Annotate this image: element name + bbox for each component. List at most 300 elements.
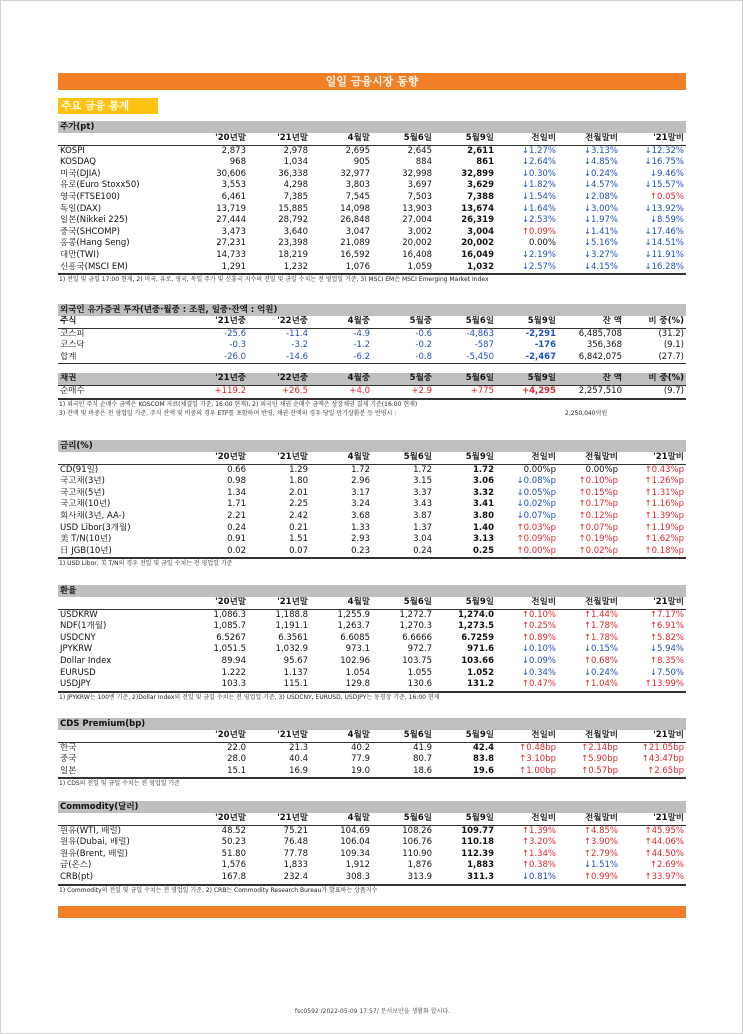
table-cell: ↑0.19%p (578, 534, 618, 545)
row-label: EURUSD (60, 667, 96, 678)
table-cell: -11.4 (286, 328, 308, 339)
table-cell: 3.32 (473, 487, 494, 498)
column-header: 5월6일 (434, 373, 496, 385)
column-header: 5월9일 (434, 730, 496, 742)
table-cell: 30,606 (216, 168, 246, 179)
table-cell: 1.29 (289, 464, 308, 475)
table-cell: 7,545 (345, 191, 370, 202)
table-cell: ↓0.05%p (516, 487, 556, 498)
table-cell: 2,257,510 (558, 385, 624, 398)
row-label: USDCNY (60, 632, 96, 643)
column-header: 4월말 (310, 133, 372, 145)
table-cell: 18,219 (278, 249, 308, 260)
table-cell: +4,295 (496, 385, 558, 398)
row-label: 국고채(5년) (60, 487, 105, 498)
table-cell: 22.0 (227, 742, 246, 753)
table-cell: 1,876 (407, 860, 432, 871)
table-cell: 77.78 (283, 848, 308, 859)
table-cell: +119.2 (186, 385, 248, 398)
table-cell: ↑1.39%p (644, 510, 684, 521)
table-row (58, 825, 686, 837)
table-cell: 108.26 (402, 825, 432, 836)
table-row (58, 476, 686, 488)
table-row (58, 180, 686, 192)
table-cell: 50.23 (221, 837, 246, 848)
table-cell: 3.06 (473, 476, 494, 487)
foreign-note-2-value: 2,250,040억원 (565, 409, 608, 417)
table-cell: 1,034 (283, 157, 308, 168)
table-cell: 110.18 (461, 837, 494, 848)
table-cell: 1,255.9 (337, 609, 370, 620)
table-row (58, 644, 686, 656)
column-header: 4월중 (310, 316, 372, 328)
commodity-section (58, 801, 686, 895)
table-row (58, 157, 686, 169)
table-cell: 1,272.7 (399, 609, 432, 620)
table-cell: ↓2.19% (521, 249, 556, 260)
column-header: 주식 (58, 316, 186, 328)
table-cell: ↓16.75% (644, 157, 684, 168)
table-cell: 2,611 (467, 145, 494, 156)
table-cell: (9.1) (663, 340, 684, 351)
table-cell: 115.1 (248, 679, 310, 691)
table-cell: 102.96 (340, 655, 370, 666)
table-cell: -587 (474, 340, 494, 351)
column-header (58, 597, 186, 609)
cds-section (58, 718, 686, 788)
table-cell: 0.24 (372, 546, 434, 558)
table-cell: 3.13 (473, 534, 494, 545)
row-label: 원유(Dubai, 배럴) (60, 837, 130, 848)
table-cell: 2,873 (221, 145, 246, 156)
table-cell: 308.3 (310, 872, 372, 884)
table-cell: -2,291 (525, 328, 556, 339)
foreign-stock-table (58, 316, 686, 364)
table-cell: ↑0.38% (521, 860, 556, 871)
table-row (58, 385, 686, 398)
table-cell: ↓12.32% (644, 145, 684, 156)
table-cell: 48.52 (221, 825, 246, 836)
table-cell: -0.3 (229, 340, 246, 351)
table-cell: 131.2 (434, 679, 496, 691)
column-header: 5월중 (372, 373, 434, 385)
table-cell: 21.3 (289, 742, 308, 753)
table-cell: 103.75 (402, 655, 432, 666)
table-cell: ↓4.15% (558, 262, 620, 274)
rates-section (58, 440, 686, 568)
table-cell: 110.90 (402, 848, 432, 859)
table-row (58, 464, 686, 476)
table-cell: 27,444 (216, 215, 246, 226)
header-row (58, 133, 686, 145)
table-cell: ↑4.85% (583, 825, 618, 836)
table-row (58, 754, 686, 766)
table-cell: ↓14.51% (644, 238, 684, 249)
row-label: KOSDAQ (60, 157, 96, 168)
table-row (58, 837, 686, 849)
table-cell: 76.48 (283, 837, 308, 848)
table-row (58, 679, 686, 691)
cds-table (58, 730, 686, 778)
column-header: 전월말비 (558, 133, 620, 145)
table-cell: ↓0.15% (583, 644, 618, 655)
column-header (58, 813, 186, 825)
table-cell: ↓5.16% (583, 238, 618, 249)
table-row (58, 488, 686, 500)
table-cell: 6,461 (221, 191, 246, 202)
table-cell: 1.055 (407, 667, 432, 678)
table-cell: ↓0.81% (496, 872, 558, 884)
column-header: '21년말 (248, 597, 310, 609)
commodity-heading: Commodity(달러) (58, 801, 686, 813)
table-cell: 0.24 (227, 522, 246, 533)
row-label: 일본(Nikkei 225) (60, 215, 128, 226)
table-cell: ↓2.08% (583, 191, 618, 202)
row-label: 중국 (60, 754, 77, 765)
column-header: '21말비 (620, 133, 686, 145)
column-header: 전일비 (496, 730, 558, 742)
table-cell: ↓0.08%p (516, 476, 556, 487)
table-cell: 16,408 (402, 249, 432, 260)
table-cell: 1,273.5 (457, 621, 494, 632)
table-cell: 2.42 (289, 510, 308, 521)
table-cell: ↑0.05% (649, 191, 684, 202)
fx-heading: 환율 (58, 585, 686, 597)
table-cell: ↓15.57% (644, 180, 684, 191)
table-cell: ↓0.34% (521, 667, 556, 678)
table-cell: 2.96 (351, 476, 370, 487)
table-cell: -0.2 (415, 340, 432, 351)
table-cell: 16,592 (340, 249, 370, 260)
table-cell: 884 (415, 157, 432, 168)
table-cell: 1,191.1 (275, 621, 308, 632)
table-cell: ↓3.27% (583, 249, 618, 260)
table-cell: ↑3.20% (521, 837, 556, 848)
table-cell: 42.4 (473, 742, 494, 753)
column-header: '21년말 (248, 452, 310, 464)
table-cell: 3.15 (413, 476, 432, 487)
row-label: 코스피 (60, 328, 85, 339)
table-cell: 1,085.7 (213, 621, 246, 632)
table-cell: 7,388 (467, 191, 494, 202)
table-row (58, 523, 686, 535)
table-cell: 0.07 (248, 546, 310, 558)
table-row (58, 192, 686, 204)
table-cell: 80.7 (413, 754, 432, 765)
table-cell: ↑8.35% (649, 655, 684, 666)
table-cell: ↑0.10% (521, 609, 556, 620)
table-cell: 3,629 (467, 180, 494, 191)
table-cell: 109.34 (340, 848, 370, 859)
table-cell: ↑0.10%p (578, 476, 618, 487)
table-cell: ↓1.51% (583, 860, 618, 871)
table-cell: 19.0 (310, 766, 372, 778)
table-cell: 1,032.9 (275, 644, 308, 655)
column-header: 전월말비 (558, 813, 620, 825)
table-cell: ↑2.79% (583, 848, 618, 859)
table-cell: ↑0.09% (521, 226, 556, 237)
foreign-note-2-text: 3) 잔액 및 비중은 전 영업일 기준, 주식 잔액 및 비중의 경우 ETF를 포함하며 반영, 채권 잔액의 경우 당일 만기상환분 등 반영시 : (59, 409, 397, 417)
table-cell: -5,450 (434, 352, 496, 364)
table-cell: 313.9 (372, 872, 434, 884)
table-cell: ↑0.17%p (578, 499, 618, 510)
table-cell: ↑3.90% (583, 837, 618, 848)
table-cell: 1,883 (467, 860, 494, 871)
table-cell: 1.40 (473, 522, 494, 533)
column-header: 5월6일 (372, 452, 434, 464)
table-cell: 1.222 (221, 667, 246, 678)
table-cell: ↓1.97% (583, 215, 618, 226)
table-cell: ↑33.97% (620, 872, 686, 884)
table-cell: -3.2 (291, 340, 308, 351)
table-cell: 3,553 (221, 180, 246, 191)
table-cell: ↓17.46% (644, 226, 684, 237)
row-label: 합계 (58, 352, 186, 364)
table-cell: -0.8 (372, 352, 434, 364)
table-row (58, 204, 686, 216)
table-cell: 6.5267 (216, 632, 246, 643)
table-cell: 13,719 (216, 203, 246, 214)
rates-table (58, 452, 686, 558)
table-cell: 3,640 (283, 226, 308, 237)
table-cell: -176 (534, 340, 556, 351)
table-cell: 1,576 (221, 860, 246, 871)
table-row (58, 340, 686, 352)
table-cell: ↑1.19%p (644, 522, 684, 533)
foreign-heading: 외국인 유가증권 투자(년중·월중 : 조원, 일중·잔액 : 억원) (58, 304, 686, 316)
column-header: 5월중 (372, 316, 434, 328)
table-row (58, 656, 686, 668)
column-header: 전월말비 (558, 597, 620, 609)
table-cell: 973.1 (345, 644, 370, 655)
table-cell: 2.93 (351, 534, 370, 545)
table-cell: ↑44.50% (644, 848, 684, 859)
table-cell: 6.3561 (278, 632, 308, 643)
table-cell: 971.6 (467, 644, 494, 655)
table-cell: -4,863 (466, 328, 494, 339)
table-cell: ↑1.00bp (496, 766, 558, 778)
header-row (58, 452, 686, 464)
column-header: 비 중(%) (624, 373, 686, 385)
table-cell: ↓1.41% (583, 226, 618, 237)
table-cell: 13,903 (402, 203, 432, 214)
row-label: CD(91일) (60, 464, 99, 475)
row-label: 日 JGB(10년) (58, 546, 186, 558)
table-cell: 972.7 (407, 644, 432, 655)
column-header: 전월말비 (558, 452, 620, 464)
cds-heading: CDS Premium(bp) (58, 718, 686, 730)
table-cell: 861 (476, 157, 494, 168)
row-label: KOSPI (60, 145, 85, 156)
table-cell: ↑1.78% (583, 621, 618, 632)
table-cell: 4,298 (283, 180, 308, 191)
stock-heading: 주가(pt) (58, 121, 686, 133)
header-row (58, 597, 686, 609)
column-header: '20년말 (186, 597, 248, 609)
column-header: '21년말 (248, 813, 310, 825)
table-cell: 14,733 (216, 249, 246, 260)
stock-section (58, 121, 686, 284)
table-cell: ↑0.18%p (620, 546, 686, 558)
fx-section (58, 585, 686, 702)
column-header: 5월6일 (372, 813, 434, 825)
table-cell: ↓1.54% (521, 191, 556, 202)
table-cell: 3.24 (351, 499, 370, 510)
table-cell: 1.71 (227, 499, 246, 510)
column-header: 4월말 (310, 452, 372, 464)
table-cell: ↑0.03%p (516, 522, 556, 533)
column-header: '21년중 (186, 373, 248, 385)
table-cell: -25.6 (224, 328, 246, 339)
table-cell: 2,978 (283, 145, 308, 156)
table-cell: ↓0.30% (521, 168, 556, 179)
row-label: 금(온스) (60, 860, 92, 871)
column-header: 전일비 (496, 133, 558, 145)
table-cell: 6.7259 (461, 632, 494, 643)
row-label: 회사채(3년, AA-) (60, 510, 126, 521)
table-cell: 13,674 (461, 203, 494, 214)
foreign-note-2 (58, 409, 686, 418)
table-cell: ↑1.34% (521, 848, 556, 859)
table-row (58, 546, 686, 558)
table-cell: 1.052 (467, 667, 494, 678)
table-cell: ↑0.43%p (644, 464, 684, 475)
table-cell: +775 (434, 385, 496, 398)
table-cell: 16,049 (461, 249, 494, 260)
table-cell: ↓0.10% (521, 644, 556, 655)
column-header (58, 730, 186, 742)
table-cell: +2.9 (372, 385, 434, 398)
column-header: '22년중 (248, 373, 310, 385)
table-cell: ↑0.89% (521, 632, 556, 643)
header-row (58, 316, 686, 328)
column-header: 전일비 (496, 813, 558, 825)
column-header: 잔 액 (558, 316, 624, 328)
table-row (58, 352, 686, 364)
table-cell: 2,695 (345, 145, 370, 156)
table-cell: 0.23 (310, 546, 372, 558)
table-cell: (27.7) (624, 352, 686, 364)
header-row (58, 730, 686, 742)
table-cell: ↓7.50% (649, 667, 684, 678)
row-label: 코스닥 (60, 340, 85, 351)
table-cell: 356,368 (586, 340, 622, 351)
column-header: 5월6일 (372, 133, 434, 145)
table-cell: 1.51 (289, 534, 308, 545)
table-cell: ↑1.26%p (644, 476, 684, 487)
table-cell: 6.6085 (340, 632, 370, 643)
table-cell: 6,842,075 (558, 352, 624, 364)
table-cell: ↓16.28% (620, 262, 686, 274)
table-cell: 1.137 (283, 667, 308, 678)
table-row (58, 250, 686, 262)
row-label: 국고채(10년) (60, 499, 111, 510)
row-label: USDKRW (60, 609, 98, 620)
table-cell: 106.04 (340, 837, 370, 848)
table-cell: ↓2.64% (521, 157, 556, 168)
table-cell: ↓9.46% (649, 168, 684, 179)
table-cell: 2.25 (289, 499, 308, 510)
table-row (58, 145, 686, 157)
table-cell: ↑2.65bp (620, 766, 686, 778)
table-cell: 1.72 (413, 464, 432, 475)
table-cell: ↑1.16%p (644, 499, 684, 510)
table-cell: ↑1.62%p (644, 534, 684, 545)
row-label: 신흥국(MSCI EM) (58, 262, 186, 274)
fx-table (58, 597, 686, 692)
table-cell: 3.04 (413, 534, 432, 545)
column-header (58, 452, 186, 464)
table-cell: 1,291 (186, 262, 248, 274)
column-header: '20년말 (186, 813, 248, 825)
table-cell: 32,998 (402, 168, 432, 179)
table-cell: 14,098 (340, 203, 370, 214)
table-cell: ↓2.53% (521, 215, 556, 226)
table-row (58, 860, 686, 872)
table-cell: -4.9 (353, 328, 370, 339)
table-cell: 0.91 (227, 534, 246, 545)
table-cell: ↓4.57% (583, 180, 618, 191)
table-cell: (9.7) (624, 385, 686, 398)
table-cell: 23,398 (278, 238, 308, 249)
table-cell: ↑0.47% (496, 679, 558, 691)
table-cell: 1,912 (345, 860, 370, 871)
table-cell: ↑1.31%p (644, 487, 684, 498)
footer-text: fsc0592 /2022-05-09 17:57/ 문서보안을 생활화 합시다. (294, 1008, 451, 1015)
table-cell: 2.01 (289, 487, 308, 498)
table-cell: 89.94 (221, 655, 246, 666)
row-label: 미국(DJIA) (60, 168, 101, 179)
rates-note: 1) USD Libor, 美 T/N의 경우 전일 및 금일 수치는 전 영업일 기준 (58, 558, 686, 568)
table-cell: ↓0.24% (583, 168, 618, 179)
column-header: 5월6일 (372, 730, 434, 742)
table-cell: 3.43 (413, 499, 432, 510)
commodity-note: 1) Commodity의 전일 및 금일 수치는 전 영업일 기준, 2) CRB는 Commodity Research Bureau가 발표하는 상품지수 (58, 885, 686, 895)
row-label: 국고채(3년) (60, 476, 105, 487)
table-cell: 83.8 (473, 754, 494, 765)
report-title: 일일 금융시장 동향 (58, 73, 686, 90)
table-cell: 28,792 (278, 215, 308, 226)
table-cell: 1,051.5 (213, 644, 246, 655)
rates-heading: 금리(%) (58, 440, 686, 452)
table-cell: 40.2 (351, 742, 370, 753)
table-cell: 51.80 (221, 848, 246, 859)
table-cell: 32,977 (340, 168, 370, 179)
bottom-bar (58, 906, 686, 918)
column-header: '20년말 (186, 730, 248, 742)
column-header: 전일비 (496, 597, 558, 609)
table-cell: 19.6 (434, 766, 496, 778)
column-header: 5월9일 (434, 452, 496, 464)
table-cell: 103.66 (461, 655, 494, 666)
table-cell: ↓0.09% (521, 655, 556, 666)
commodity-table (58, 813, 686, 885)
column-header: '22년중 (248, 316, 310, 328)
table-cell: ↑0.99% (558, 872, 620, 884)
column-header: '21년중 (186, 316, 248, 328)
table-cell: ↑7.17% (649, 609, 684, 620)
fx-note: 1) JPYKRW는 100엔 기준, 2)Dollar Index의 전일 및 금일 수치는 전 영업일 기준, 3) USDCNY, EURUSD, USDJPY는 동경장 기준, 16:00 현재 (58, 692, 686, 702)
table-cell: ↑0.09%p (516, 534, 556, 545)
table-cell: 1.33 (351, 522, 370, 533)
table-cell: 3,697 (407, 180, 432, 191)
table-cell: 1,059 (372, 262, 434, 274)
table-cell: ↑5.82% (649, 632, 684, 643)
column-header: 5월9일 (434, 813, 496, 825)
column-header: 5월9일 (434, 597, 496, 609)
table-cell: 27,004 (402, 215, 432, 226)
row-label: 중국(SHCOMP) (60, 226, 120, 237)
